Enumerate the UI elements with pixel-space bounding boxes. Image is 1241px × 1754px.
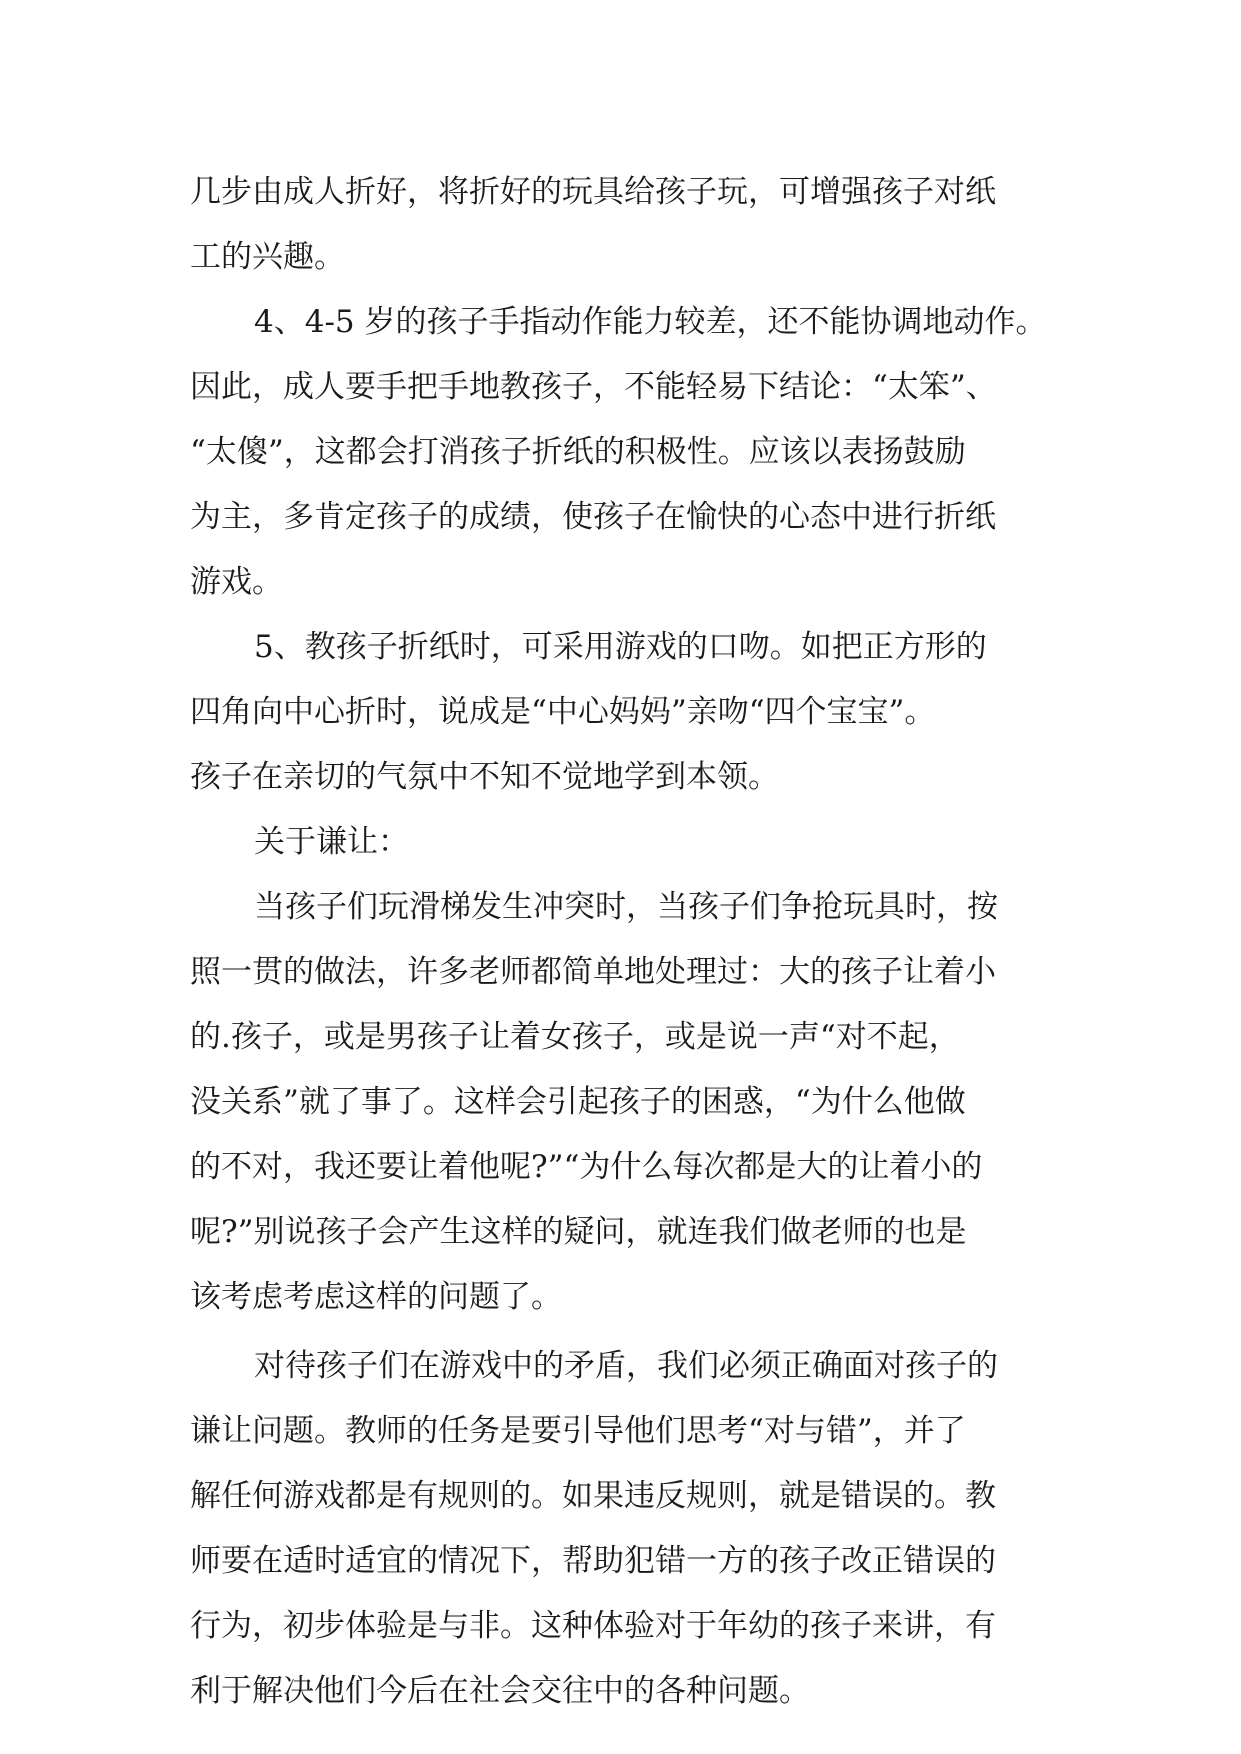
text-line: 当孩子们玩滑梯发生冲突时，当孩子们争抢玩具时，按 — [254, 889, 998, 925]
paragraph-item-5 — [190, 615, 1052, 810]
paragraph-conflict — [190, 875, 1052, 1330]
text-line: 孩子在亲切的气氛中不知不觉地学到本领。 — [190, 759, 779, 795]
text-line: 解任何游戏都是有规则的。如果违反规则，就是错误的。教 — [190, 1478, 996, 1514]
text-line: 为主，多肯定孩子的成绩，使孩子在愉快的心态中进行折纸 — [190, 499, 996, 535]
paragraph-item-4 — [190, 290, 1052, 615]
text-line: 利于解决他们今后在社会交往中的各种问题。 — [190, 1673, 810, 1709]
text-line: 对待孩子们在游戏中的矛盾，我们必须正确面对孩子的 — [254, 1348, 998, 1384]
text-line: 游戏。 — [190, 564, 283, 600]
text-line: 照一贯的做法，许多老师都简单地处理过：大的孩子让着小 — [190, 954, 996, 990]
text-line: 的不对，我还要让着他呢?”“为什么每次都是大的让着小的 — [190, 1149, 983, 1185]
paragraph-contradiction — [190, 1334, 1052, 1724]
section-heading — [190, 810, 1052, 875]
text-line: “太傻”，这都会打消孩子折纸的积极性。应该以表扬鼓励 — [190, 434, 966, 470]
text-line: 5、教孩子折纸时，可采用游戏的口吻。如把正方形的 — [254, 629, 987, 665]
text-line: 因此，成人要手把手地教孩子，不能轻易下结论：“太笨”、 — [190, 369, 997, 405]
text-line: 工的兴趣。 — [190, 239, 345, 275]
paragraph-continuation — [190, 160, 1052, 290]
text-line: 行为，初步体验是与非。这种体验对于年幼的孩子来讲，有 — [190, 1608, 996, 1644]
text-line: 的.孩子，或是男孩子让着女孩子，或是说一声“对不起， — [190, 1019, 960, 1055]
document-page — [190, 160, 1052, 1724]
text-line: 师要在适时适宜的情况下，帮助犯错一方的孩子改正错误的 — [190, 1543, 996, 1579]
text-line: 几步由成人折好，将折好的玩具给孩子玩，可增强孩子对纸 — [190, 174, 996, 210]
text-line: 呢?”别说孩子会产生这样的疑问，就连我们做老师的也是 — [190, 1214, 967, 1250]
text-line: 四角向中心折时，说成是“中心妈妈”亲吻“四个宝宝”。 — [190, 694, 936, 730]
text-line: 4、4-5 岁的孩子手指动作能力较差，还不能协调地动作。 — [254, 304, 1047, 340]
text-line: 没关系”就了事了。这样会引起孩子的困惑，“为什么他做 — [190, 1084, 966, 1120]
text-line: 关于谦让： — [254, 824, 409, 860]
text-line: 谦让问题。教师的任务是要引导他们思考“对与错”，并了 — [190, 1413, 966, 1449]
text-line: 该考虑考虑这样的问题了。 — [190, 1279, 562, 1315]
